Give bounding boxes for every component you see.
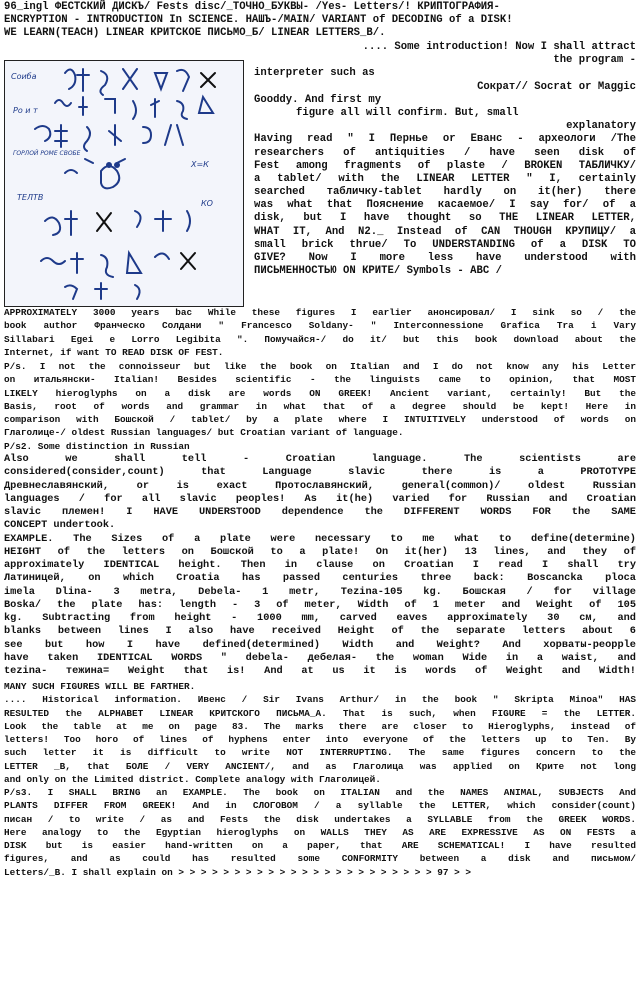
figure-label-5: Х=К <box>191 160 209 169</box>
intro-line: searched табличку-tablet hardly on it(her) there <box>254 186 636 199</box>
header-line-2: ENCRYPTION - INTRODUCTION In SCIENCE. НАШЪ-/MAIN/ VARIANT of DECODING of a DISK! <box>4 14 513 27</box>
figure-label-1: Соиба <box>11 72 37 81</box>
intro-line: explanatory <box>566 120 636 133</box>
text-line: Древнеславянский, or is exact Протославянский, general(common)/ oldest Russian <box>4 479 636 492</box>
text-line: Internet, if want TO READ DISK OF FEST. <box>4 346 224 358</box>
text-line: Глаголице-/ oldest Russian languages/ but Croatian variant of language. <box>4 427 404 439</box>
intro-line: a tablet/ with the LINEAR LETTER " I, certainly <box>254 172 636 185</box>
intro-column <box>254 41 636 278</box>
figure-label-4: ТЕЛТВ <box>17 193 44 202</box>
text-line: comparison with Бошской / tablet/ by a plate where I INTUITIVELY understood of words on <box>4 414 636 425</box>
intro-line: small brick thrue/ To UNDERSTANDING of a DISK TO <box>254 238 636 251</box>
text-line: figures, and as could has resulted some CONFORMITY between a disk and письмом/ <box>4 853 636 865</box>
paragraph-ps1 <box>4 360 636 453</box>
text-line: Also we shall tell - Croatian language. The scientists are <box>4 453 636 465</box>
text-line: P/s. I not the connoisseur but like the book on Italian and I do not know any his Letter <box>4 361 636 372</box>
intro-line: the program - <box>553 54 636 67</box>
paragraph-approximately <box>4 306 636 359</box>
text-line: book author Франческо Солдани " Francesco Soldany- " Interconnessione Grafica Tra i Vary <box>4 320 636 332</box>
text-line: Here analogy to the Egyptian hieroglyphs on WALLS THEY AS ARE EXPRESSIVE AS ON FESTS a <box>4 826 636 838</box>
text-line: letters! Too horo of lines of hyphens enter into everyone of the letters up to Ten. By <box>4 734 636 745</box>
intro-line: disk, but I have thought so THE LINEAR LETTER, <box>254 212 636 225</box>
intro-line: GIVE? Now I more less have understood with <box>254 252 636 264</box>
intro-line: Gooddy. And first my <box>254 93 382 106</box>
figure-label-3: ГОРЛОЙ РОМЕ СВОБЕ <box>13 150 81 157</box>
text-line: kg. Subtracting from height - 1000 mm, carved eaves approximately 30 см, and <box>4 612 636 624</box>
text-line: HEIGHT of the letters on Бошской to a plate! On it(her) 13 lines, and they of <box>4 545 636 558</box>
hieroglyph-sketch-svg <box>5 61 243 306</box>
intro-line: researchers of antiquities / have seen disk of <box>254 146 636 159</box>
figure-label-2: Ро и т <box>13 106 38 115</box>
text-line: and only on the Limited district. Complete analogy with Глаголицей. <box>4 773 381 785</box>
intro-line: ПИСЬМЕННОСТЬЮ ON КРИТЕ/ Symbols - ABC / <box>254 265 502 278</box>
text-line: CONCEPT undertook. <box>4 519 116 532</box>
text-line: DISK but is easier hand-written on a paper, that ARE SCHEMATICAL! I have resulted <box>4 840 636 851</box>
header-line-3: WE LEARN(TEACH) LINEAR КРИТСКОЕ ПИСЬМО_Б/ LINEAR LETTERS_B/. <box>4 27 386 40</box>
text-line: LIKELY hieroglyphs on a disk are words ON GREEK! Ancient variant, certainly! But the <box>4 387 636 399</box>
text-line: Латиницей, on which Croatia has passed centuries three back: Boscancka ploca <box>4 572 636 585</box>
text-line: MANY SUCH FIGURES WILL BE FARTHER. <box>4 681 196 692</box>
text-line: EXAMPLE. The Sizes of a plate were necessary to me what to define(determine) <box>4 532 636 545</box>
intro-line: figure all will confirm. But, small <box>296 106 519 119</box>
text-line: LETTER _B, that БОЛЕ / VERY ANCIENT/, and as Глаголица was applied on Крите not long <box>4 760 636 772</box>
text-line: approximately IDENTICAL height. Then in clause on Croatian I read I shall try <box>4 559 636 571</box>
text-line: PLANTS DIFFER FROM GREEK! And in СЛОГОВОМ / a syllable the LETTER, which consider(count) <box>4 800 636 812</box>
text-line: languages / for all slavic peoples! As it(he) varied for Russian and Croatian <box>4 492 636 505</box>
text-line: писан / to write / as and Fests the disk undertakes a SYLLABLE from the GREEK WORDS. <box>4 813 636 825</box>
text-line: Basis, root of words and grammar in what that of a degree should be kept! Here in <box>4 400 636 412</box>
intro-line: Having read " I Пернье or Еванс - археологи /The <box>254 133 636 146</box>
text-line: P/s2. Some distinction in Russian <box>4 440 190 452</box>
figure-label-6: КО <box>201 199 213 208</box>
intro-line: Fest among fragments of plaste / BROKEN ТАБЛИЧКУ/ <box>254 159 636 172</box>
hieroglyph-figure <box>4 60 244 307</box>
paragraph-historical <box>4 680 636 879</box>
text-line: Letters/_B. I shall explain on > > > > > > > > > > > > > > > > > > > > > > > 97 > > <box>4 866 471 878</box>
paragraph-croatian <box>4 453 636 678</box>
intro-line: Сократ// Socrat or Maggic <box>477 80 636 93</box>
intro-line: .... Some introduction! Now I shall attract <box>362 41 636 53</box>
text-line: such letter it is difficult to write NOT INTERRUPTING. The same figures concern to the <box>4 747 636 759</box>
text-line: RESULTED the ALPHABET LINEAR КРИТСКОГО ПИСЬМА_А. That is such, when FIGURE = the LETTER. <box>4 707 636 719</box>
text-line: .... Historical information. Ивенс / Sir Ivans Arthur/ in the book " Skripta Minoa" HAS <box>4 694 636 706</box>
intro-line: interpreter such as <box>254 67 375 80</box>
text-line: APPROXIMATELY 3000 years bac While these figures I earlier анонсировал/ I sink so / the <box>4 307 636 318</box>
text-line: on итальянски- Italian! Besides scientific - the linguists came to opinion, that MOST <box>4 374 636 386</box>
text-line: considered(consider,count) that Language slavic there is a PROTOTYPE <box>4 466 636 479</box>
text-line: Look the table at me on page 83. The marks there are closer to Hieroglyphs, instead of <box>4 720 636 732</box>
header-line-1: 96_ingl ФЕСТСКИЙ ДИСКЪ/ Fests disc/_ТОЧНО_БУКВЫ- /Yes- Letters/! КРИПТОГРАФИЯ- <box>4 1 500 13</box>
text-line: slavic племен! I HAVE UNDERSTOOD dependence the DIFFERENT WORDS FOR the SAME <box>4 506 636 518</box>
text-line: Sillabari Egei e Lorro Legibita ". Помучайся-/ do it/ but this book download about the <box>4 333 636 345</box>
intro-line: WHAT IT, And N2._ Instead of CAN THOUGH КРУПИЦУ/ a <box>254 225 636 238</box>
text-line: imela Dlina- 3 metra, Debela- 1 metr, Tezina-105 kg. Бошская / for village <box>4 585 636 598</box>
text-line: have taken IDENTICAL WORDS " debela- дебелая- the woman Wide in a waist, and <box>4 651 636 664</box>
page-header <box>4 1 634 41</box>
text-line: Boska/ the plate has: length - 3 of meter, Width of 1 meter and Weight of 105 <box>4 598 636 611</box>
text-line: see but how I have defined(determined) Width and Weight? And хорваты-peopple <box>4 638 636 651</box>
text-line: blanks between lines I also have received Height of the separate letters about 6 <box>4 625 636 638</box>
text-line: P/s3. I SHALL BRING an EXAMPLE. The book on ITALIAN and the NAMES ANIMAL, SUBJECTS And <box>4 787 636 798</box>
intro-line: was what that Пояснение касаемое/ I say for/ of a <box>254 199 636 212</box>
text-line: tezina- тежина= Weight that is! And at us it is words of Weight and Width! <box>4 665 636 677</box>
